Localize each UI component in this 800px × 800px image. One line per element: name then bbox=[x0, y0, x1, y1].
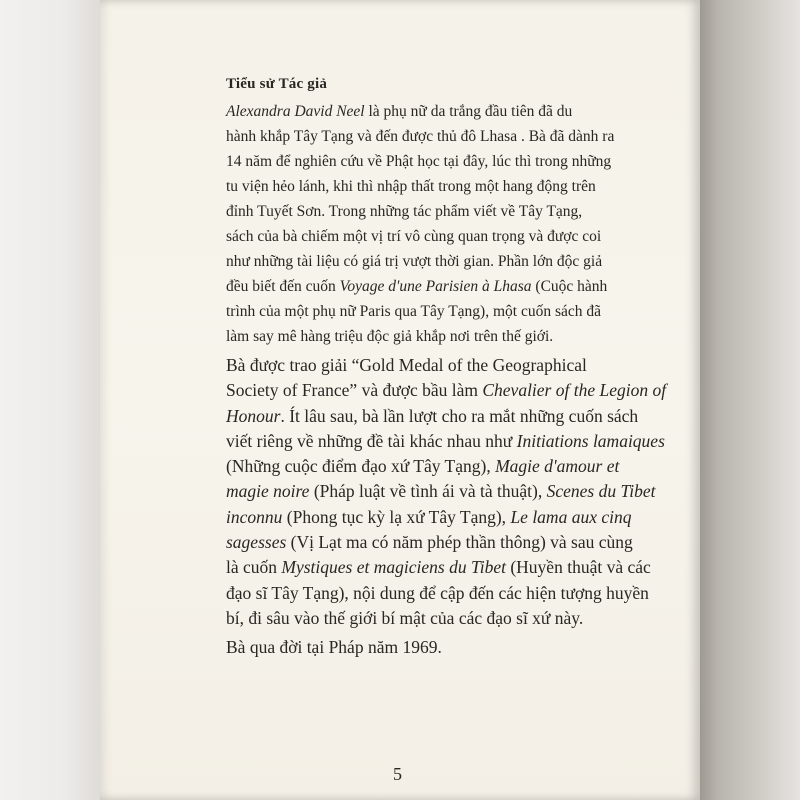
text-run: (Những cuộc điểm đạo xứ Tây Tạng), bbox=[226, 456, 496, 477]
text-run: (Pháp luật về tình ái và tà thuật), bbox=[309, 481, 547, 502]
italic-title: Magie d'amour et bbox=[495, 456, 620, 477]
section-heading: Tiểu sử Tác giả bbox=[226, 76, 328, 92]
text-run: sách của bà chiếm một vị trí vô cùng quan trọng và được coi bbox=[226, 228, 602, 245]
background-right bbox=[690, 0, 800, 800]
paragraph-1 bbox=[163, 99, 663, 349]
italic-title: Chevalier of the Legion of bbox=[482, 380, 667, 401]
text-line bbox=[163, 404, 663, 429]
background-left bbox=[0, 0, 108, 800]
italic-title: Mystiques et magiciens du Tibet bbox=[281, 557, 506, 578]
text-line bbox=[163, 555, 663, 580]
text-run: Society of France” và được bầu làm bbox=[226, 380, 483, 401]
text-run: trình của một phụ nữ Paris qua Tây Tạng), một cuốn sách đã bbox=[226, 303, 602, 320]
text-line bbox=[163, 174, 663, 199]
text-line bbox=[163, 505, 663, 530]
italic-title: Alexandra David Neel bbox=[226, 103, 365, 120]
text-run: (Cuộc hành bbox=[531, 278, 608, 295]
text-run: đỉnh Tuyết Sơn. Trong những tác phẩm viết về Tây Tạng, bbox=[226, 203, 583, 220]
text-line bbox=[163, 378, 667, 403]
text-run: làm say mê hàng triệu độc giả khắp nơi trên thế giới. bbox=[226, 328, 554, 345]
italic-title: Le lama aux cinq bbox=[510, 506, 632, 527]
text-line bbox=[163, 224, 663, 249]
text-run: đều biết đến cuốn bbox=[226, 278, 340, 295]
paragraph-2 bbox=[163, 353, 667, 631]
text-run: bí, đi sâu vào thế giới bí mật của các đạo sĩ xứ này. bbox=[226, 607, 584, 628]
italic-title: Scenes du Tibet bbox=[546, 481, 656, 502]
page-number: 5 bbox=[393, 764, 402, 784]
text-run: 14 năm để nghiên cứu về Phật học tại đây, lúc thì trong những bbox=[226, 153, 612, 170]
paragraph-3 bbox=[163, 635, 663, 660]
text-run: (Phong tục kỳ lạ xứ Tây Tạng), bbox=[282, 506, 511, 527]
text-line bbox=[163, 324, 663, 349]
text-run: đạo sĩ Tây Tạng), nội dung để cập đến các hiện tượng huyền bbox=[226, 582, 649, 603]
italic-title: Voyage d'une Parisien à Lhasa bbox=[339, 278, 532, 295]
text-line bbox=[163, 149, 663, 174]
text-line bbox=[163, 606, 663, 631]
text-line bbox=[163, 124, 663, 149]
text-run: (Vị Lạt ma có năm phép thần thông) và sau cùng bbox=[286, 532, 633, 553]
text-run: là phụ nữ da trắng đầu tiên đã du bbox=[364, 103, 573, 120]
italic-title: Initiations lamaiques bbox=[516, 430, 665, 451]
text-line bbox=[163, 353, 663, 378]
text-line bbox=[163, 274, 663, 299]
text-run: (Huyền thuật và các bbox=[505, 557, 651, 578]
text-line bbox=[163, 454, 663, 479]
text-line bbox=[163, 479, 663, 504]
italic-title: inconnu bbox=[226, 506, 283, 527]
text-line bbox=[163, 199, 663, 224]
text-line bbox=[163, 581, 663, 606]
italic-title: magie noire bbox=[226, 481, 310, 502]
text-run: . Ít lâu sau, bà lần lượt cho ra mắt những cuốn sách bbox=[280, 405, 639, 426]
text-line bbox=[163, 299, 663, 324]
italic-title: sagesses bbox=[226, 532, 287, 553]
italic-title: Honour bbox=[226, 405, 281, 426]
text-run: Bà được trao giải “Gold Medal of the Geographical bbox=[226, 355, 587, 375]
text-run: hành khắp Tây Tạng và đến được thủ đô Lhasa . Bà đã dành ra bbox=[226, 128, 615, 145]
text-line: Bà qua đời tại Pháp năm 1969. bbox=[226, 637, 442, 658]
text-line bbox=[163, 530, 663, 555]
text-run: viết riêng về những đề tài khác nhau như bbox=[226, 430, 517, 451]
text-run: tu viện hẻo lánh, khi thì nhập thất trong một hang động trên bbox=[226, 178, 596, 195]
text-line bbox=[163, 429, 663, 454]
text-line bbox=[163, 249, 663, 274]
text-run: là cuốn bbox=[226, 557, 282, 578]
text-line bbox=[163, 99, 663, 124]
text-run: như những tài liệu có giá trị vượt thời gian. Phần lớn độc giả bbox=[226, 253, 603, 270]
text-block bbox=[163, 76, 667, 661]
